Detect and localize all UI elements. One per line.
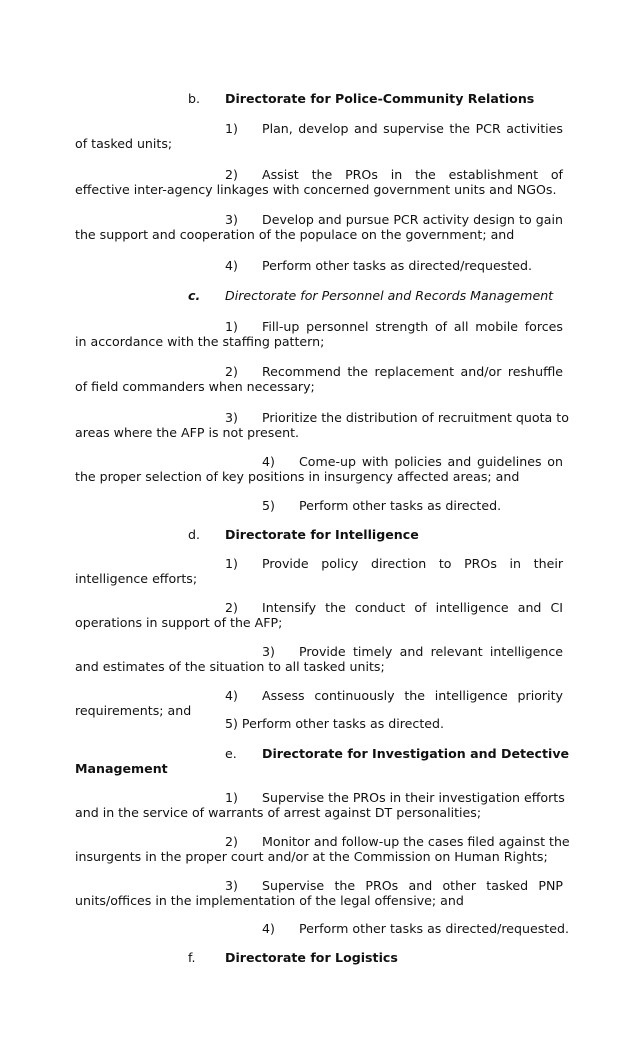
paragraph-e2 bbox=[75, 834, 570, 864]
item-number: 3) bbox=[225, 410, 238, 425]
paragraph-e3 bbox=[75, 878, 563, 908]
item-text-line1: Recommend the replacement and/or reshuffle bbox=[262, 364, 563, 379]
item-text-line1: Develop and pursue PCR activity design to gain bbox=[262, 212, 563, 227]
item-number: 2) bbox=[225, 834, 238, 849]
item-number: 3) bbox=[225, 212, 238, 227]
item-text-line2: areas where the AFP is not present. bbox=[75, 425, 300, 440]
item-text-line2: in accordance with the staffing pattern; bbox=[75, 334, 325, 349]
paragraph-b2 bbox=[75, 167, 563, 197]
item-text-line1: Provide timely and relevant intelligence bbox=[299, 644, 563, 659]
section-title: Directorate for Police-Community Relations bbox=[225, 91, 535, 106]
item-text-line1: Monitor and follow-up the cases filed against the bbox=[262, 834, 570, 849]
section-title: Directorate for Personnel and Records Management bbox=[225, 288, 554, 303]
item-number: 1) bbox=[225, 556, 238, 571]
item-number: 4) bbox=[225, 258, 238, 273]
paragraph-d2 bbox=[75, 600, 563, 630]
item-number: 1) bbox=[225, 121, 238, 136]
item-text-line2: effective inter-agency linkages with concerned government units and NGOs. bbox=[75, 182, 557, 197]
paragraph-d3 bbox=[75, 644, 563, 674]
item-number: 5) bbox=[262, 498, 275, 513]
section-title-line2: Management bbox=[75, 761, 168, 776]
item-text-line1: Prioritize the distribution of recruitment quota to bbox=[262, 410, 569, 425]
section-letter: d. bbox=[188, 527, 200, 542]
paragraph-c4 bbox=[75, 454, 563, 484]
paragraph-d1 bbox=[75, 556, 563, 586]
item-text-line1: Supervise the PROs in their investigation efforts bbox=[262, 790, 565, 805]
item-text-line2: of tasked units; bbox=[75, 136, 173, 151]
item-number: 1) bbox=[225, 790, 238, 805]
item-text-line1: Provide policy direction to PROs in their bbox=[262, 556, 563, 571]
section-title: Directorate for Intelligence bbox=[225, 527, 419, 542]
item-text: Perform other tasks as directed/requested. bbox=[262, 258, 532, 273]
item-text-line1: Plan, develop and supervise the PCR activities bbox=[262, 121, 563, 136]
item-text-line1: Come-up with policies and guidelines on bbox=[299, 454, 563, 469]
item-text-line2: the support and cooperation of the populace on the government; and bbox=[75, 227, 515, 242]
paragraph-c2 bbox=[75, 364, 563, 394]
item-number: 3) bbox=[262, 644, 275, 659]
item-number: 2) bbox=[225, 600, 238, 615]
item-text-line2: of field commanders when necessary; bbox=[75, 379, 315, 394]
section-heading-b bbox=[188, 91, 538, 106]
item-text-line2: insurgents in the proper court and/or at the Commission on Human Rights; bbox=[75, 849, 548, 864]
item-text-line1: Assess continuously the intelligence priority bbox=[262, 688, 563, 703]
item-number: 4) bbox=[262, 454, 275, 469]
item-text-line1: Intensify the conduct of intelligence and CI bbox=[262, 600, 563, 615]
item-text-line2: units/offices in the implementation of the legal offensive; and bbox=[75, 893, 464, 908]
section-letter: b. bbox=[188, 91, 200, 106]
item-text: Perform other tasks as directed/requested. bbox=[299, 921, 569, 936]
item-text-line2: intelligence efforts; bbox=[75, 571, 198, 586]
section-title-line1: Directorate for Investigation and Detective bbox=[262, 746, 570, 761]
paragraph-b1 bbox=[75, 121, 563, 151]
paragraph-b3 bbox=[75, 212, 563, 242]
section-letter: e. bbox=[225, 746, 237, 761]
paragraph-e1 bbox=[75, 790, 563, 820]
section-letter: c. bbox=[188, 288, 201, 303]
item-text-line1: Supervise the PROs and other tasked PNP bbox=[262, 878, 563, 893]
section-heading-c bbox=[188, 288, 568, 303]
paragraph-d4 bbox=[75, 688, 563, 718]
item-text-line1: Assist the PROs in the establishment of bbox=[262, 167, 563, 182]
section-letter: f. bbox=[188, 950, 196, 965]
item-number: 2) bbox=[225, 364, 238, 379]
item-number: 3) bbox=[225, 878, 238, 893]
paragraph-b4 bbox=[225, 258, 532, 273]
item-text-line2: and in the service of warrants of arrest against DT personalities; bbox=[75, 805, 482, 820]
item-text-line2: requirements; and bbox=[75, 703, 192, 718]
paragraph-c1 bbox=[75, 319, 563, 349]
paragraph-c3 bbox=[75, 410, 569, 440]
item-text-line2: and estimates of the situation to all tasked units; bbox=[75, 659, 385, 674]
item-number: 4) bbox=[225, 688, 238, 703]
item-number: 2) bbox=[225, 167, 238, 182]
paragraph-e4 bbox=[262, 921, 569, 936]
item-number: 4) bbox=[262, 921, 275, 936]
paragraph-c5 bbox=[262, 498, 501, 513]
section-heading-d bbox=[188, 527, 488, 542]
paragraph-d5 bbox=[225, 716, 444, 731]
item-text: Perform other tasks as directed. bbox=[299, 498, 502, 513]
item-text-line2: operations in support of the AFP; bbox=[75, 615, 283, 630]
item-text: 5) Perform other tasks as directed. bbox=[225, 716, 445, 731]
section-heading-e bbox=[75, 746, 570, 776]
section-heading-f bbox=[188, 950, 488, 965]
item-text-line1: Fill-up personnel strength of all mobile forces bbox=[262, 319, 563, 334]
section-title: Directorate for Logistics bbox=[225, 950, 398, 965]
item-number: 1) bbox=[225, 319, 238, 334]
item-text-line2: the proper selection of key positions in insurgency affected areas; and bbox=[75, 469, 520, 484]
